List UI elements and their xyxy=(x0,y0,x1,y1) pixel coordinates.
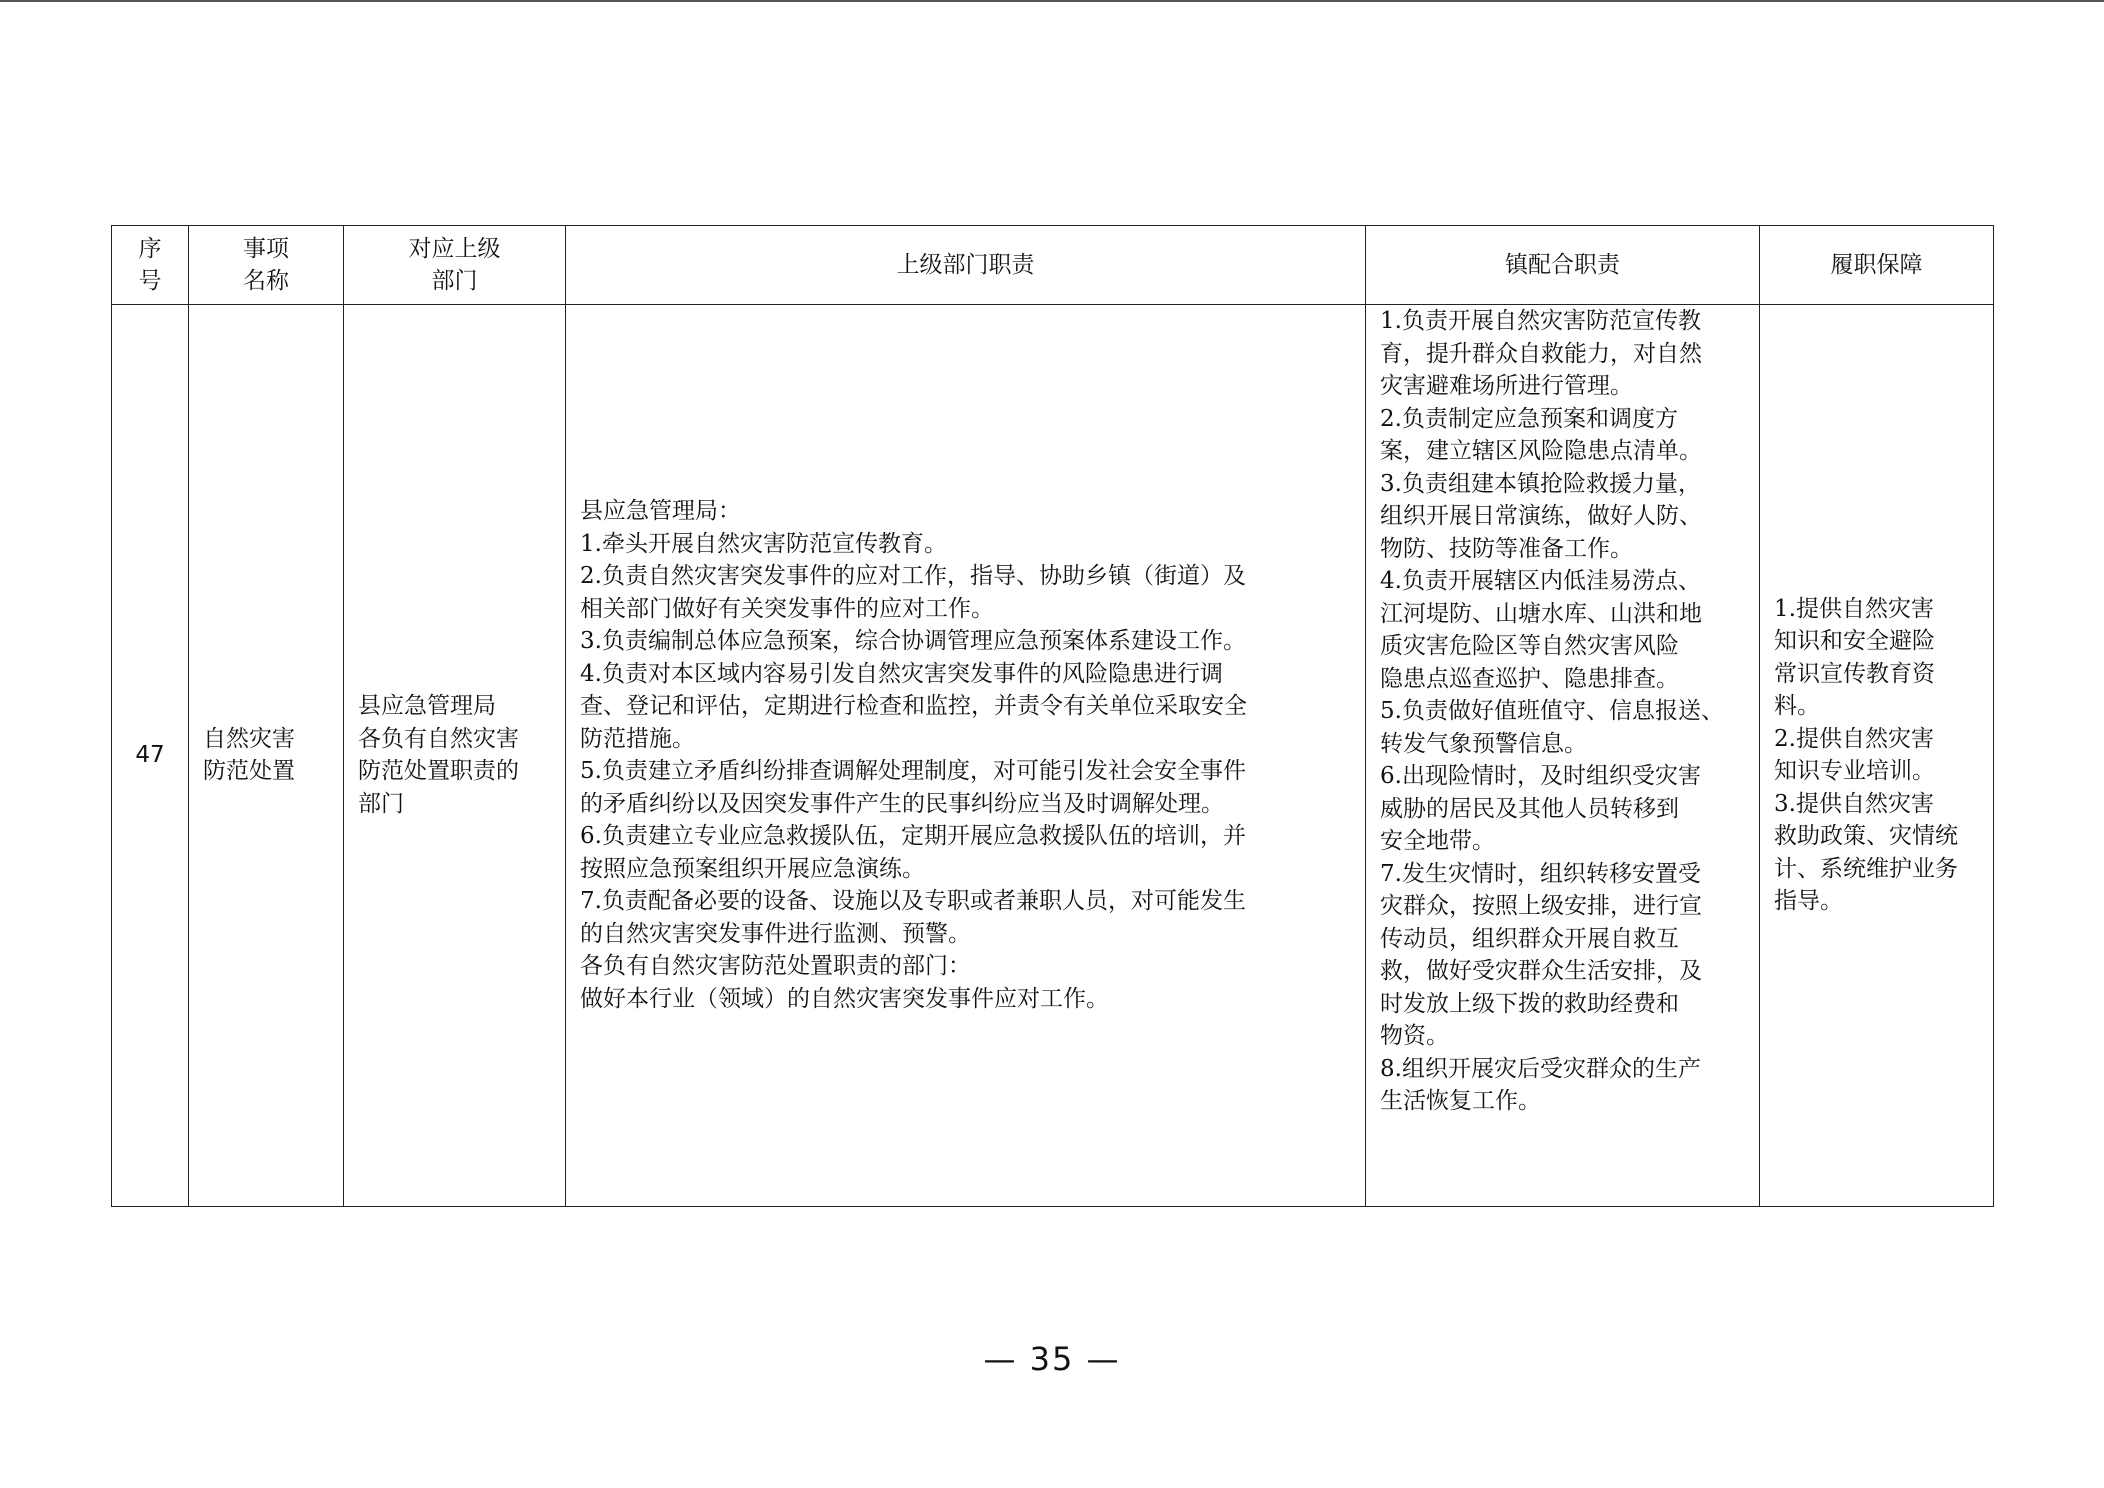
table-header-row xyxy=(112,226,1994,305)
header-superior-dept: 对应上级 部门 xyxy=(344,226,566,305)
cell-superior-dept: 县应急管理局 各负有自然灾害 防范处置职责的 部门 xyxy=(344,305,566,1207)
cell-superior-duties: 县应急管理局： 1.牵头开展自然灾害防范宣传教育。 2.负责自然灾害突发事件的应对工作，指导、协助乡镇（街道）及 相关部门做好有关突发事件的应对工作。 3.负责编制总体应急预案，综合协调管理应急预案体系建设工作。 4.负责对本区域内容易引发自然灾害突发事件的风险隐患进行调 查、登记和评估，定期进行检查和监控，并责令有关单位采取安全 防范措施。 5.负责建立矛盾纠纷排查调解处理制度，对可能引发社会安全事件 的矛盾纠纷以及因突发事件产生的民事纠纷应当及时调解处理。 6.负责建立专业应急救援队伍，定期开展应急救援队伍的培训，并 按照应急预案组织开展应急演练。 7.负责配备必要的设备、设施以及专职或者兼职人员，对可能发生 的自然灾害突发事件进行监测、预警。 各负有自然灾害防范处置职责的部门： 做好本行业（领域）的自然灾害突发事件应对工作。 xyxy=(566,305,1366,1207)
cell-seq: 47 xyxy=(112,305,189,1207)
header-item-name: 事项 名称 xyxy=(189,226,344,305)
header-guarantee: 履职保障 xyxy=(1760,226,1994,305)
header-superior-duties: 上级部门职责 xyxy=(566,226,1366,305)
page-top-rule xyxy=(0,0,2104,2)
header-seq: 序 号 xyxy=(112,226,189,305)
cell-item-name: 自然灾害 防范处置 xyxy=(189,305,344,1207)
cell-guarantee: 1.提供自然灾害 知识和安全避险 常识宣传教育资 料。 2.提供自然灾害 知识专业培训。 3.提供自然灾害 救助政策、灾情统 计、系统维护业务 指导。 xyxy=(1760,305,1994,1207)
table-row xyxy=(112,305,1994,1207)
cell-town-duties: 1.负责开展自然灾害防范宣传教 育，提升群众自救能力，对自然 灾害避难场所进行管理。 2.负责制定应急预案和调度方 案，建立辖区风险隐患点清单。 3.负责组建本镇抢险救援力量， 组织开展日常演练，做好人防、 物防、技防等准备工作。 4.负责开展辖区内低洼易涝点、 江河堤防、山塘水库、山洪和地 质灾害危险区等自然灾害风险 隐患点巡查巡护、隐患排查。 5.负责做好值班值守、信息报送、 转发气象预警信息。 6.出现险情时，及时组织受灾害 威胁的居民及其他人员转移到 安全地带。 7.发生灾情时，组织转移安置受 灾群众，按照上级安排，进行宣 传动员，组织群众开展自救互 救，做好受灾群众生活安排，及 时发放上级下拨的救助经费和 物资。 8.组织开展灾后受灾群众的生产 生活恢复工作。 xyxy=(1366,305,1760,1207)
page-number: — 35 — xyxy=(983,1340,1121,1378)
responsibility-table xyxy=(111,225,1994,1207)
header-town-duties: 镇配合职责 xyxy=(1366,226,1760,305)
